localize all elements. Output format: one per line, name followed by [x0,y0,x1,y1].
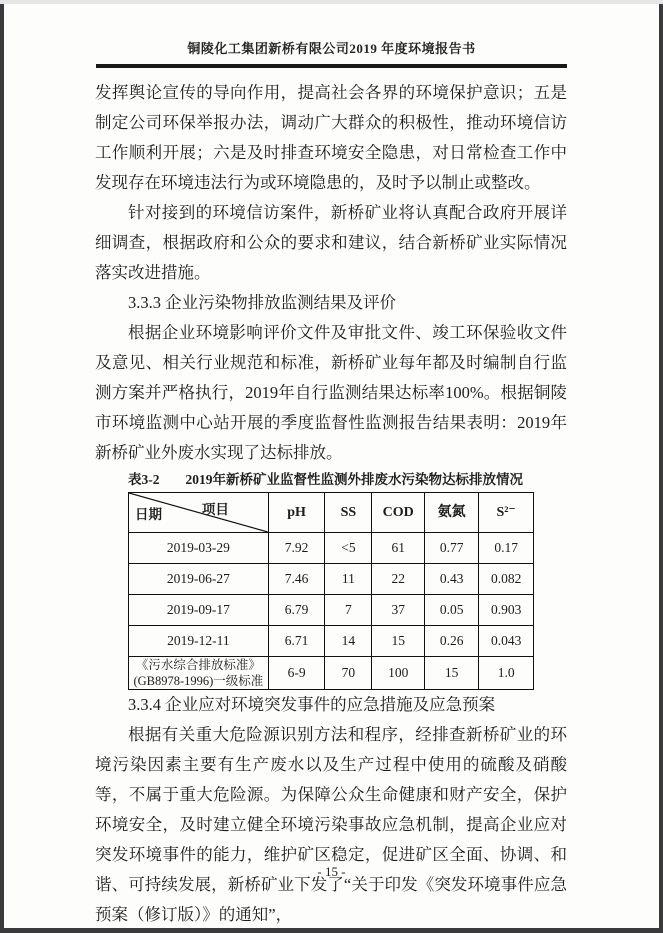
header-divider [96,64,567,68]
ph-cell: 7.46 [268,564,325,595]
ph-cell: 7.92 [268,533,325,564]
cod-cell: 15 [372,626,425,657]
section-heading-3-3-3: 3.3.3 企业污染物排放监测结果及评价 [128,293,397,312]
table-row [129,595,534,626]
table-corner-cell [129,493,269,533]
date-cell: 2019-06-27 [129,564,269,595]
section-heading-3-3-4: 3.3.4 企业应对环境突发事件的应急措施及应急预案 [128,695,496,714]
date-cell: 2019-12-11 [129,626,269,657]
ph-cell: 6.79 [268,595,325,626]
column-header-sulfide: S²⁻ [479,493,534,533]
sulfide-cell: 0.903 [479,595,534,626]
table-row [129,564,534,595]
ammonia-cell: 0.77 [425,533,479,564]
ammonia-cell: 0.43 [425,564,479,595]
table-header-row [129,493,534,533]
cod-cell: 37 [372,595,425,626]
cod-cell: 22 [372,564,425,595]
table-caption-title: 2019年新桥矿业监督性监测外排废水污染物达标排放情况 [185,472,523,487]
column-header-cod: COD [372,493,425,533]
ph-cell: 6.71 [268,626,325,657]
document-body [95,78,567,930]
standard-name: 《污水综合排放标准》 [135,658,261,672]
column-header-ammonia: 氨氮 [425,493,479,533]
wastewater-monitoring-table [128,492,534,690]
page-number: - 15 - [317,864,346,879]
table-row [129,626,534,657]
paragraph-petition-cases: 针对接到的环境信访案件，新桥矿业将认真配合政府开展详细调查，根据政府和公众的要求和建议，结合新桥矿业实际情况落实改进措施。 [95,203,567,282]
ammonia-cell: 0.26 [425,626,479,657]
ss-cell: <5 [325,533,372,564]
paragraph-monitoring: 根据企业环境影响评价文件及审批文件、竣工环保验收文件及意见、相关行业规范和标准，新桥矿业每年都及时编制自行监测方案并严格执行，2019年自行监测结果达标率100%。根据铜陵市环境监测中心站开展的季度监督性监测报告结果表明：2019年新桥矿业外废水实现了达标排放。 [95,323,567,462]
ss-limit-cell: 70 [325,657,372,690]
sulfide-cell: 0.082 [479,564,534,595]
standard-code: (GB8978-1996)一级标准 [133,674,264,688]
ss-cell: 11 [325,564,372,595]
corner-label-item: 项目 [201,502,229,517]
paragraph-emergency: 根据有关重大危险源识别方法和程序，经排查新桥矿业的环境污染因素主要有生产废水以及生产过程中使用的硫酸及硝酸等，不属于重大危险源。为保障公众生命健康和财产安全，保护环境安全，及时建立健全环境污染事故应急机制，提高企业应对突发环境事件的能力，维护矿区稳定，促进矿区全面、协调、和谐、可持续发展，新桥矿业下发了“关于印发《突发环境事件应急预案（修订版）》的通知”， [95,725,567,924]
standard-limit-row [129,657,534,690]
paragraph-publicity: 发挥舆论宣传的导向作用，提高社会各界的环境保护意识；五是制定公司环保举报办法，调动广大群众的积极性，推动环境信访工作顺利开展；六是及时排查环境安全隐患，对日常检查工作中发现存在环境违法行为或环境隐患的，及时予以制止或整改。 [95,83,567,192]
table-row [129,533,534,564]
ph-limit-cell: 6-9 [268,657,325,690]
report-title: 铜陵化工集团新桥有限公司2019 年度环境报告书 [187,41,476,56]
cod-cell: 61 [372,533,425,564]
sulfide-cell: 0.17 [479,533,534,564]
ss-cell: 7 [325,595,372,626]
cod-limit-cell: 100 [372,657,425,690]
document-page [0,4,663,933]
ammonia-limit-cell: 15 [425,657,479,690]
standard-label-cell [129,657,269,690]
date-cell: 2019-03-29 [129,533,269,564]
ss-cell: 14 [325,626,372,657]
column-header-ph: pH [268,493,325,533]
sulfide-limit-cell: 1.0 [479,657,534,690]
date-cell: 2019-09-17 [129,595,269,626]
column-header-ss: SS [325,493,372,533]
table-caption [128,470,567,490]
table-caption-label: 表3-2 [128,472,160,487]
document-header [4,4,659,68]
corner-label-date: 日期 [135,507,162,522]
sulfide-cell: 0.043 [479,626,534,657]
ammonia-cell: 0.05 [425,595,479,626]
